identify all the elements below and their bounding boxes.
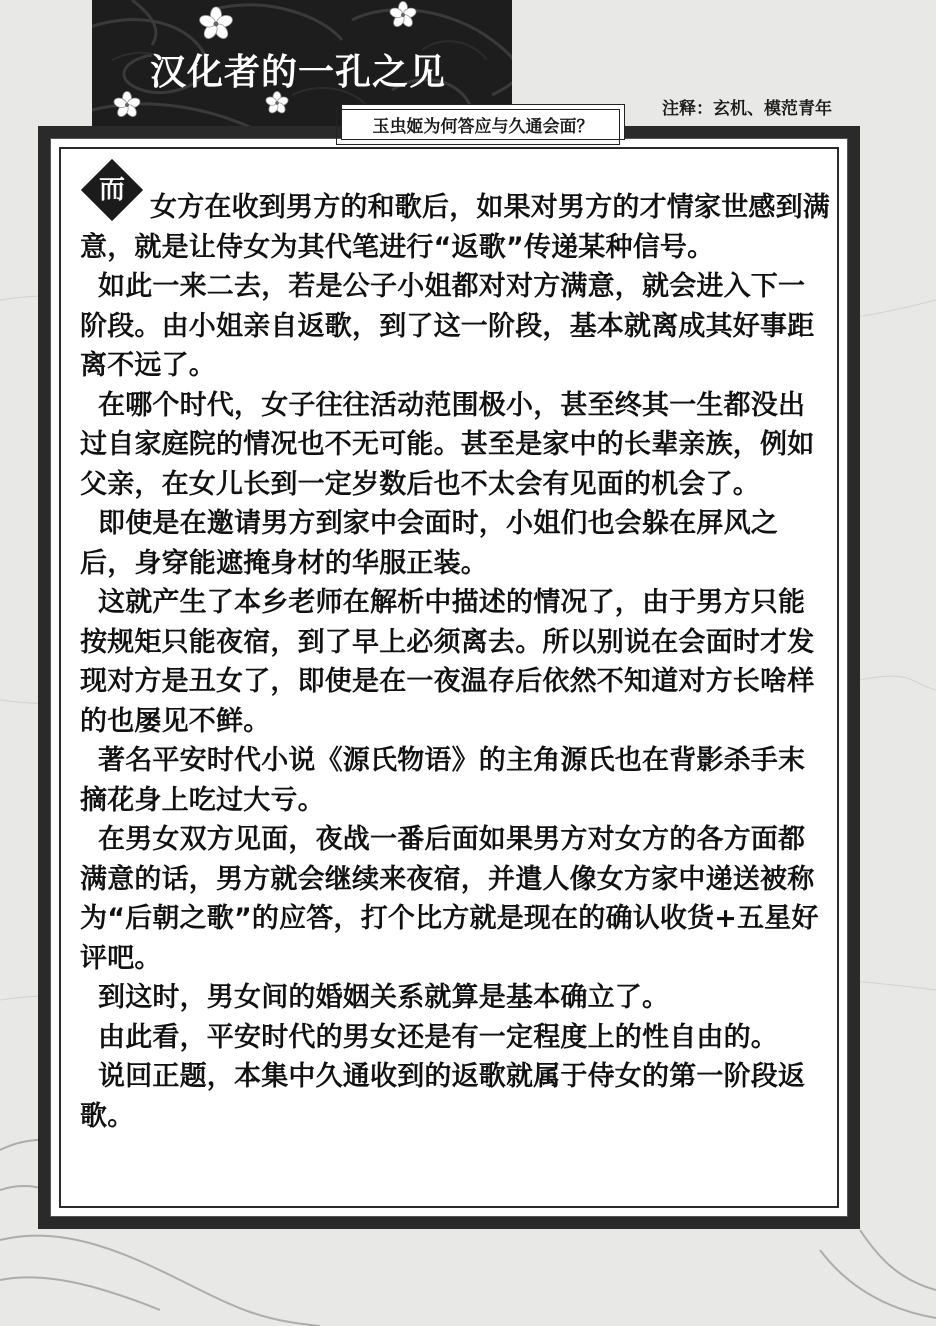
paragraph: 即使是在邀请男方到家中会面时，小姐们也会躲在屏风之后，身穿能遮掩身材的华服正装。 <box>80 508 778 579</box>
subtitle-box <box>341 104 625 140</box>
paragraph: 在哪个时代，女子往往活动范围极小，甚至终其一生都没出过自家庭院的情况也不无可能。甚至是家中的长辈亲族，例如父亲，在女儿长到一定岁数后也不太会有见面的机会了。 <box>80 389 815 500</box>
paragraph: 到这时，男女间的婚姻关系就算是基本确立了。 <box>98 982 670 1013</box>
sakura-flower-icon <box>112 90 142 120</box>
sakura-flower-icon <box>198 6 234 42</box>
page-title: 汉化者的一孔之见 <box>150 52 447 93</box>
paragraph: 著名平安时代小说《源氏物语》的主角源氏也在背影杀手末摘花身上吃过大亏。 <box>80 745 806 816</box>
paragraph: 说回正题，本集中久通收到的返歌就属于侍女的第一阶段返歌。 <box>80 1061 806 1132</box>
paragraph: 如此一来二去，若是公子小姐都对对方满意，就会进入下一阶段。由小姐亲自返歌，到了这一阶段，基本就离成其好事距离不远了。 <box>80 271 815 381</box>
paragraph: 这就产生了本乡老师在解析中描述的情况了，由于男方只能按规矩只能夜宿，到了早上必须离去。所以别说在会面时才发现对方是丑女了，即使是在一夜温存后依然不知道对方长啥样的也屡见不鲜。 <box>80 587 815 737</box>
credits-note: 注释：玄机、模范青年 <box>662 99 832 119</box>
paragraph: 由此看，平安时代的男女还是有一定程度上的性自由的。 <box>98 1021 778 1053</box>
drop-cap-char: 而 <box>98 175 125 205</box>
paragraph: 女方在收到男方的和歌后，如果对男方的才情家世感到满意，就是让侍女为其代笔进行“返歌”传递某种信号。 <box>80 192 830 263</box>
article-body <box>80 188 830 1136</box>
subtitle: 玉虫姬为何答应与久通会面？ <box>372 117 594 137</box>
paragraph: 在男女双方见面，夜战一番后面如果男方对女方的各方面都满意的话，男方就会继续来夜宿，并遣人像女方家中递送被称为“后朝之歌”的应答，打个比方就是现在的确认收货+五星好评吧。 <box>80 824 819 974</box>
sakura-flower-icon <box>388 0 418 30</box>
